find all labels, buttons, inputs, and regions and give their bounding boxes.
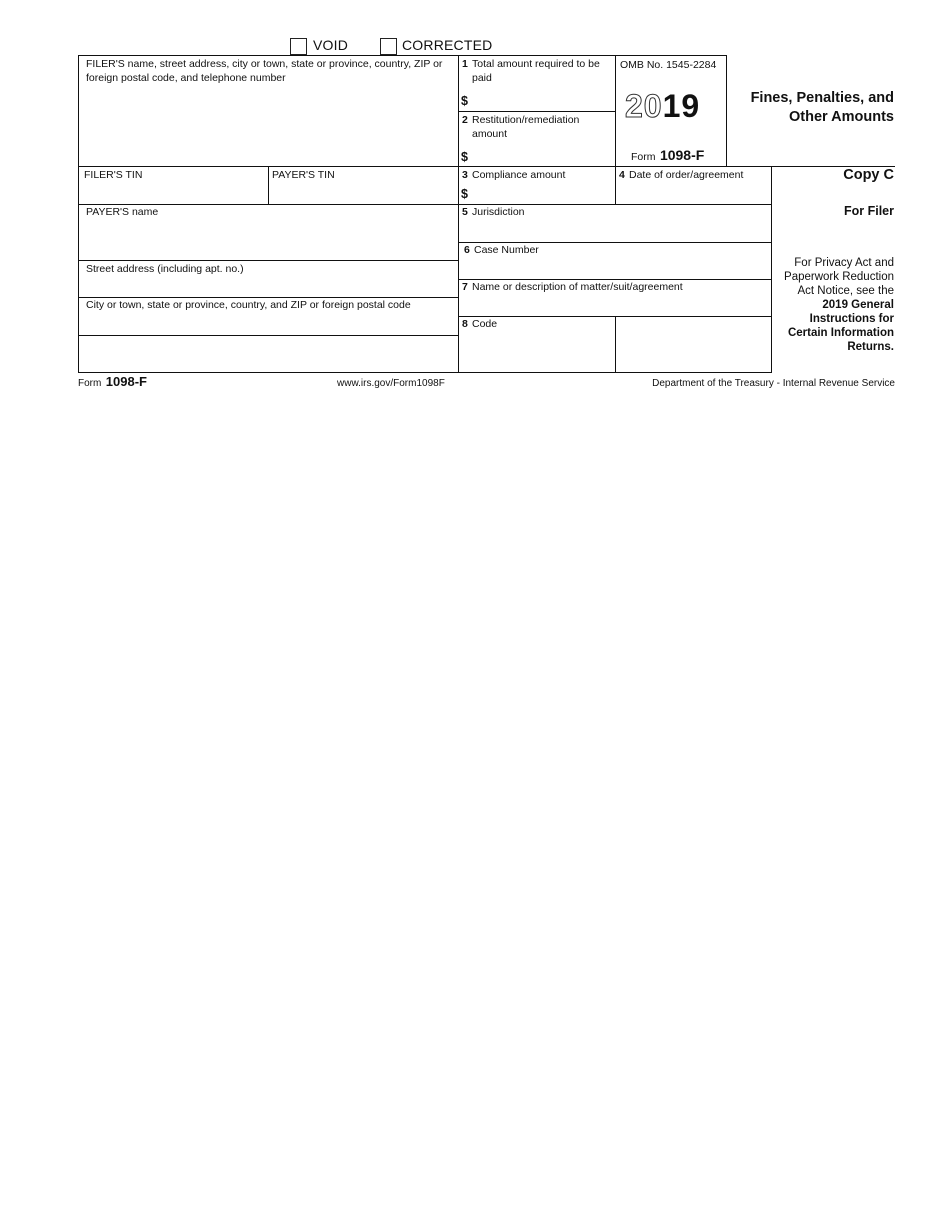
box8-label: Code [472,318,498,330]
form-top-border [78,55,726,56]
city-divider [78,335,458,336]
privacy-notice: For Privacy Act and Paperwork Reduction Act Notice, see the 2019 General Instructions for Certain Information Returns. [784,257,894,353]
payer-tin-label: PAYER'S TIN [272,169,335,181]
row-divider-payer [78,204,771,205]
payer-name-field[interactable] [80,220,456,258]
box4-date-field[interactable] [617,183,769,203]
city-label: City or town, state or province, country, and ZIP or foreign postal code [86,299,411,311]
box6-number: 6 [464,244,470,256]
box1-amount-field[interactable] [472,92,612,110]
box1-label: Total amount required to be paid [472,58,600,84]
box7-matter-field[interactable] [460,295,769,314]
box3-number: 3 [462,169,468,181]
box8-divider [615,316,616,373]
corrected-checkbox[interactable] [380,38,397,55]
city-field[interactable] [80,337,456,370]
box1-box2-divider [458,111,615,112]
form-id: Form 1098-F [631,147,705,163]
box8-number: 8 [462,318,468,330]
box7-number: 7 [462,281,468,293]
box7-label: Name or description of matter/suit/agreement [472,281,683,293]
center-divider [458,55,459,373]
tin-divider [268,166,269,205]
footer-url[interactable]: www.irs.gov/Form1098F [337,378,445,389]
box6-case-number-field[interactable] [460,258,769,277]
payer-tin-field[interactable] [270,182,456,203]
copy-label: Copy C [843,167,894,183]
box2-number: 2 [462,114,468,126]
omb-number: OMB No. 1545-2284 [620,59,717,71]
box1-dollar-sign: $ [461,94,468,108]
box5-label: Jurisdiction [472,206,525,218]
street-field[interactable] [80,277,456,295]
box2-amount-field[interactable] [472,148,612,165]
box4-number: 4 [619,169,625,181]
omb-left-divider [615,55,616,205]
box6-label: Case Number [474,244,539,256]
footer-department: Department of the Treasury - Internal Revenue Service [652,378,895,389]
filer-tin-field[interactable] [80,182,266,203]
payer-name-divider [78,260,458,261]
filer-tin-label: FILER'S TIN [84,169,143,181]
street-label: Street address (including apt. no.) [86,263,244,275]
box1-number: 1 [462,58,468,70]
form-left-border [78,55,79,373]
box8-secondary-field[interactable] [617,318,769,370]
filer-info-field[interactable] [80,86,456,164]
void-label: VOID [313,37,349,53]
void-checkbox[interactable] [290,38,307,55]
box3-amount-field[interactable] [472,185,612,203]
box5-number: 5 [462,206,468,218]
box5-jurisdiction-field[interactable] [460,220,769,240]
box4-label: Date of order/agreement [629,169,744,181]
footer-form-id: Form 1098-F [78,374,147,389]
box3-dollar-sign: $ [461,187,468,201]
omb-right-divider [726,55,727,167]
box2-label: Restitution/remediation amount [472,114,580,140]
copy-for-label: For Filer [843,204,894,218]
corrected-label: CORRECTED [402,37,493,53]
box2-dollar-sign: $ [461,150,468,164]
form-title: Fines, Penalties, and Other Amounts [750,90,894,125]
box8-code-field[interactable] [460,332,613,370]
box3-label: Compliance amount [472,169,566,181]
tax-year: 2019 [625,88,701,124]
filer-info-label: FILER'S name, street address, city or town, state or province, country, ZIP or foreign postal code, and telephone number [86,58,443,84]
payer-name-label: PAYER'S name [86,206,159,218]
form-bottom-border [78,372,771,373]
